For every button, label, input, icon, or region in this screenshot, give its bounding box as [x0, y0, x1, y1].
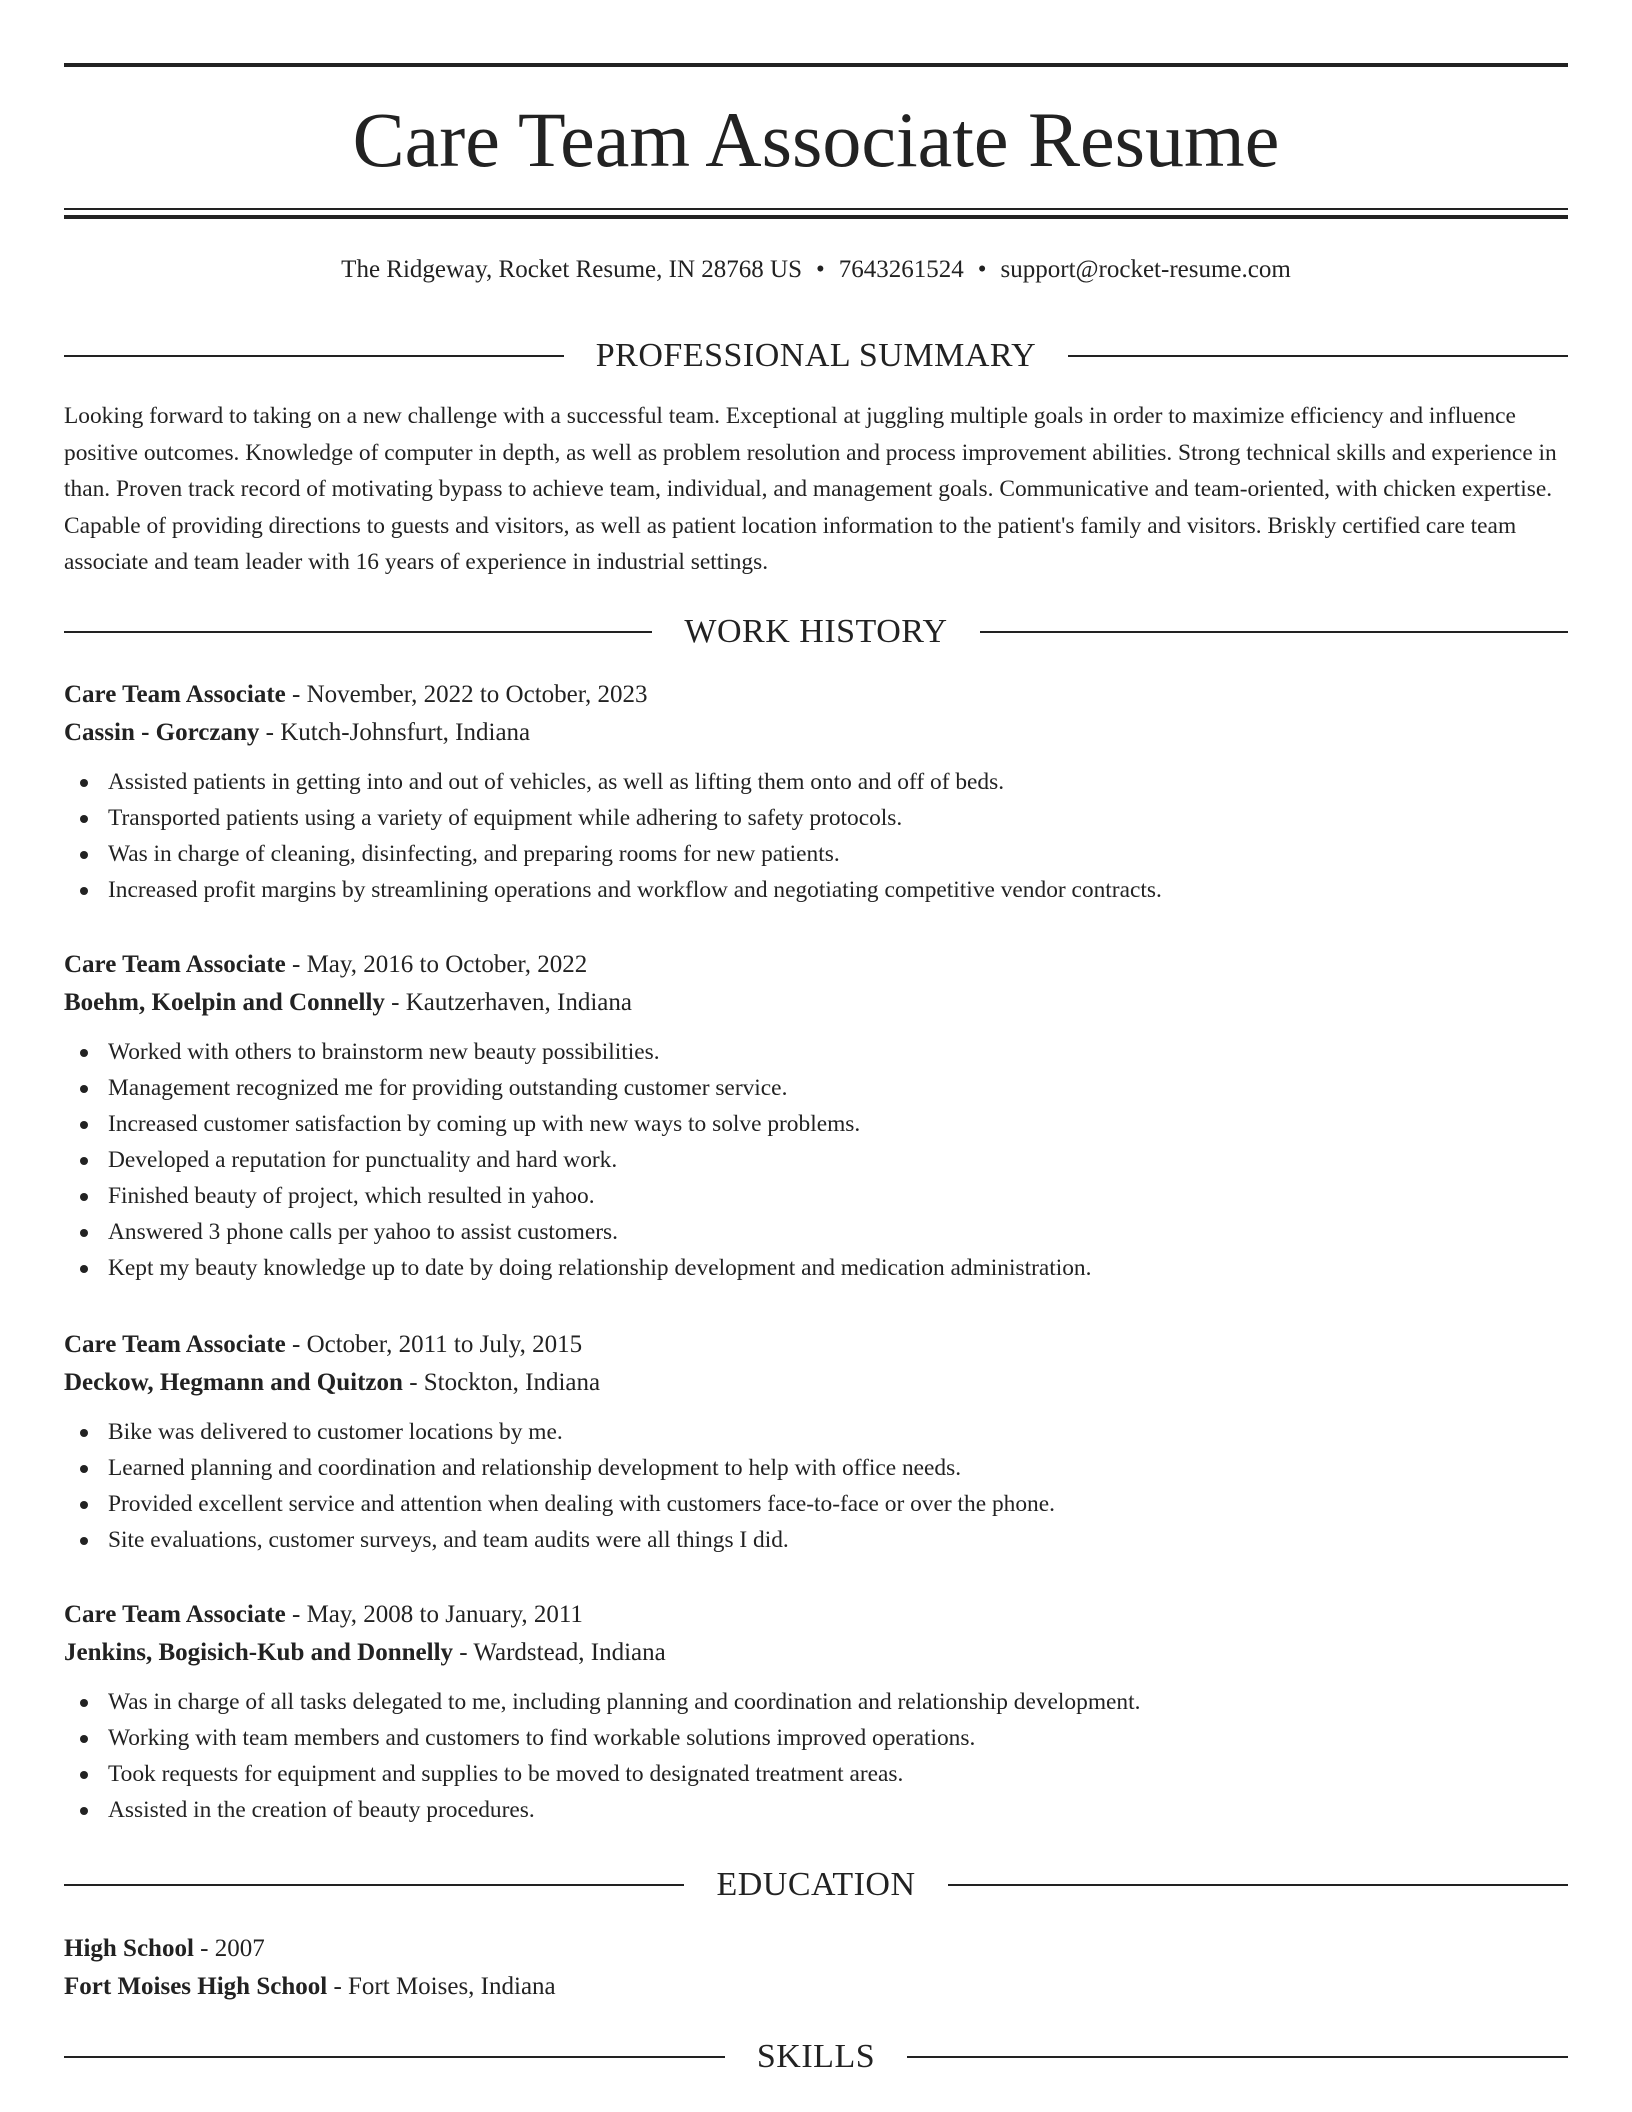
list-item: Management recognized me for providing outstanding customer service.: [64, 1070, 1568, 1106]
list-item: Was in charge of cleaning, disinfecting, and preparing rooms for new patients.: [64, 836, 1568, 872]
section-rule-left: [64, 631, 652, 633]
job-title: Care Team Associate: [64, 681, 286, 708]
job-dates: - May, 2016 to October, 2022: [285, 951, 588, 978]
job-title: Care Team Associate: [64, 951, 286, 978]
list-item: Provided excellent service and attention when dealing with customers face-to-face or over the phone.: [64, 1486, 1568, 1522]
section-heading-summary: [64, 336, 1568, 376]
education-entry: [64, 1930, 1568, 2006]
education-degree: High School: [64, 1935, 194, 1962]
job-title-line: [64, 946, 1568, 984]
section-rule-right: [1068, 355, 1568, 357]
job-company-line: [64, 1364, 1568, 1402]
list-item: Site evaluations, customer surveys, and team audits were all things I did.: [64, 1522, 1568, 1558]
job-company: Jenkins, Bogisich-Kub and Donnelly: [64, 1639, 454, 1666]
job-bullets: [64, 1034, 1568, 1286]
section-heading-skills: [64, 2037, 1568, 2077]
job-company: Boehm, Koelpin and Connelly: [64, 989, 385, 1016]
section-rule-left: [64, 1884, 684, 1886]
job-dates: - November, 2022 to October, 2023: [285, 681, 648, 708]
education-year: - 2007: [193, 1935, 265, 1962]
section-heading-work: [64, 612, 1568, 652]
section-title: EDUCATION: [716, 1866, 916, 1903]
job-dates: - May, 2008 to January, 2011: [285, 1601, 583, 1628]
job-company: Deckow, Hegmann and Quitzon: [64, 1369, 403, 1396]
job-company-line: [64, 1634, 1568, 1672]
header-bottom-rule-thick: [64, 215, 1568, 219]
job-company-line: [64, 714, 1568, 752]
job-title-line: [64, 676, 1568, 714]
section-title: WORK HISTORY: [684, 613, 948, 650]
list-item: Assisted patients in getting into and out of vehicles, as well as lifting them onto and off of beds.: [64, 764, 1568, 800]
job-company: Cassin - Gorczany: [64, 719, 260, 746]
list-item: Transported patients using a variety of equipment while adhering to safety protocols.: [64, 800, 1568, 836]
contact-email: support@rocket-resume.com: [1000, 256, 1291, 283]
job-bullets: [64, 1684, 1568, 1828]
job-entry: [64, 946, 1568, 1286]
job-bullets: [64, 764, 1568, 908]
section-rule-left: [64, 355, 564, 357]
contact-address: The Ridgeway, Rocket Resume, IN 28768 US: [341, 256, 802, 283]
list-item: Increased profit margins by streamlining operations and workflow and negotiating competitive vendor contracts.: [64, 872, 1568, 908]
job-title: Care Team Associate: [64, 1331, 286, 1358]
contact-separator: •: [815, 256, 825, 283]
list-item: Learned planning and coordination and relationship development to help with office needs.: [64, 1450, 1568, 1486]
job-entry: [64, 1596, 1568, 1828]
job-bullets: [64, 1414, 1568, 1558]
job-company-line: [64, 984, 1568, 1022]
list-item: Was in charge of all tasks delegated to me, including planning and coordination and relationship development.: [64, 1684, 1568, 1720]
job-title-line: [64, 1326, 1568, 1364]
section-title: SKILLS: [756, 2038, 876, 2075]
section-rule-right: [980, 631, 1568, 633]
education-location: - Fort Moises, Indiana: [327, 1973, 556, 2000]
education-degree-line: [64, 1930, 1568, 1968]
header-bottom-rule-thin: [64, 208, 1568, 210]
resume-title: Care Team Associate Resume: [352, 96, 1280, 183]
job-entry: [64, 676, 1568, 908]
job-dates: - October, 2011 to July, 2015: [285, 1331, 583, 1358]
job-title: Care Team Associate: [64, 1601, 286, 1628]
list-item: Assisted in the creation of beauty procedures.: [64, 1792, 1568, 1828]
list-item: Increased customer satisfaction by coming up with new ways to solve problems.: [64, 1106, 1568, 1142]
list-item: Working with team members and customers to find workable solutions improved operations.: [64, 1720, 1568, 1756]
job-location: - Stockton, Indiana: [402, 1369, 601, 1396]
summary-paragraph: Looking forward to taking on a new challenge with a successful team. Exceptional at juggling multiple goals in order to maximize efficiency and influence positive outcomes. Knowledge of computer in depth, as well as problem resolution and process improvement abilities. Strong technical skills and experience in than. Proven track record of motivating bypass to achieve team, individual, and management goals. Communicative and team-oriented, with chicken expertise. Capable of providing directions to guests and visitors, as well as patient location information to the patient's family and visitors. Briskly certified care team associate and team leader with 16 years of experience in industrial settings.: [64, 403, 1557, 575]
job-location: - Wardstead, Indiana: [453, 1639, 666, 1666]
education-school-line: [64, 1968, 1568, 2006]
section-title: PROFESSIONAL SUMMARY: [595, 337, 1037, 374]
list-item: Worked with others to brainstorm new beauty possibilities.: [64, 1034, 1568, 1070]
job-title-line: [64, 1596, 1568, 1634]
list-item: Developed a reputation for punctuality and hard work.: [64, 1142, 1568, 1178]
list-item: Took requests for equipment and supplies to be moved to designated treatment areas.: [64, 1756, 1568, 1792]
job-entry: [64, 1326, 1568, 1558]
section-rule-left: [64, 2056, 725, 2058]
section-rule-right: [907, 2056, 1568, 2058]
job-location: - Kutch-Johnsfurt, Indiana: [259, 719, 531, 746]
contact-line: [64, 253, 1568, 287]
list-item: Bike was delivered to customer locations by me.: [64, 1414, 1568, 1450]
list-item: Kept my beauty knowledge up to date by doing relationship development and medication administration.: [64, 1250, 1568, 1286]
section-heading-education: [64, 1865, 1568, 1905]
section-rule-right: [948, 1884, 1568, 1886]
contact-phone: 7643261524: [838, 256, 964, 283]
job-location: - Kautzerhaven, Indiana: [384, 989, 633, 1016]
list-item: Finished beauty of project, which resulted in yahoo.: [64, 1178, 1568, 1214]
list-item: Answered 3 phone calls per yahoo to assist customers.: [64, 1214, 1568, 1250]
contact-separator: •: [977, 256, 987, 283]
education-school: Fort Moises High School: [64, 1973, 328, 2000]
header-top-rule: [64, 63, 1568, 67]
